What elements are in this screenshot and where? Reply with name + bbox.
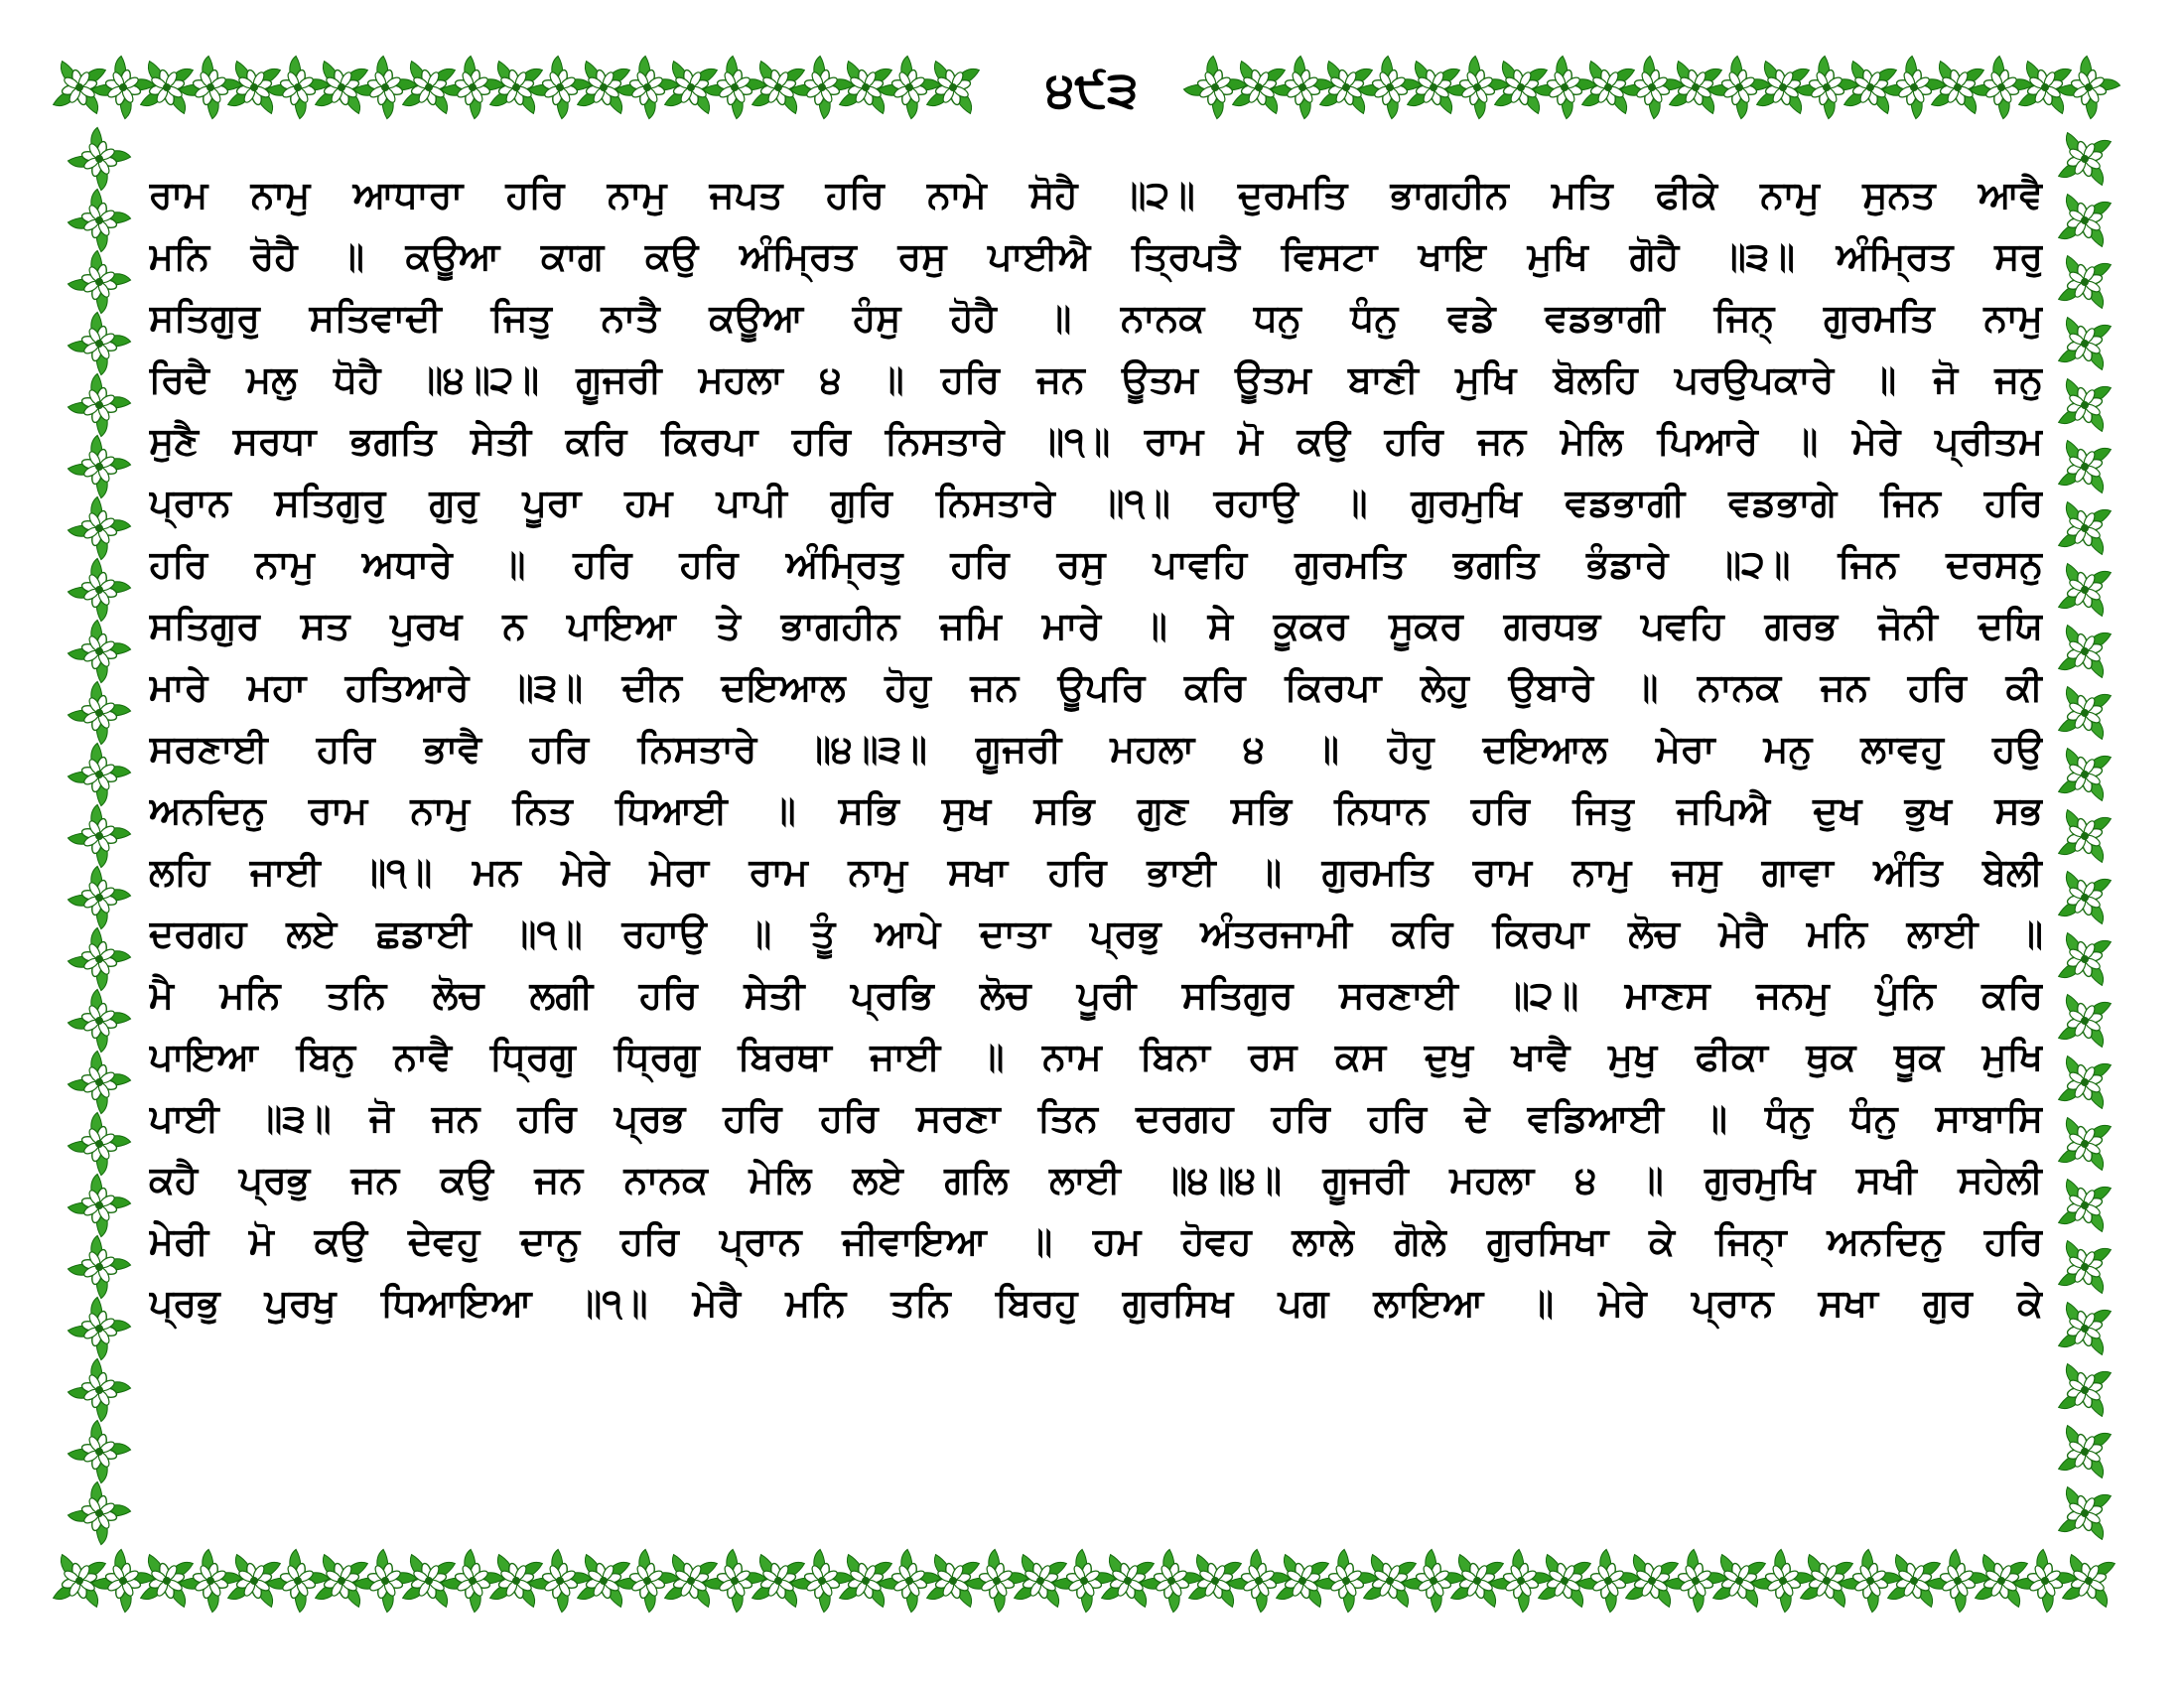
border-flower — [2048, 307, 2120, 379]
border-flower — [698, 51, 770, 123]
border-flower — [2008, 1544, 2081, 1617]
text-line: ਮੇਰੀ ਮੋ ਕਉ ਦੇਵਹੁ ਦਾਨੁ ਹਰਿ ਪ੍ਰਾਨ ਜੀਵਾਇਆ ॥ ਹਮ ਹੋਵਹ ਲਾਲੇ ਗੋਲੇ ਗੁਰਸਿਖਾ ਕੇ ਜਿਨਾ੍ ਅਨਦਿਨੁ ਹਰਿ — [149, 1219, 2043, 1263]
border-flower — [63, 553, 135, 626]
text-line: ਸਤਿਗੁਰੁ ਸਤਿਵਾਦੀ ਜਿਤੁ ਨਾਤੈ ਕਊਆ ਹੰਸੁ ਹੋਹੈ ॥ ਨਾਨਕ ਧਨੁ ਧੰਨੁ ਵਡੇ ਵਡਭਾਗੀ ਜਿਨ੍ ਗੁਰਮਤਿ ਨਾਮੁ — [149, 296, 2043, 340]
border-flower — [785, 1544, 858, 1617]
border-flower — [698, 1544, 770, 1617]
text-line: ਰਾਮ ਨਾਮੁ ਆਧਾਰਾ ਹਰਿ ਨਾਮੁ ਜਪਤ ਹਰਿ ਨਾਮੇ ਸੋਹੈ ॥੨॥ ਦੁਰਮਤਿ ਭਾਗਹੀਨ ਮਤਿ ਫੀਕੇ ਨਾਮੁ ਸੁਨਤ ਆਵੈ — [149, 173, 2043, 216]
border-flower — [1353, 51, 1426, 123]
border-flower — [1659, 1544, 1731, 1617]
text-line: ਮਾਰੇ ਮਹਾ ਹਤਿਆਰੇ ॥੩॥ ਦੀਨ ਦਇਆਲ ਹੋਹੁ ਜਨ ਊਪਰਿ ਕਰਿ ਕਿਰਪਾ ਲੇਹੁ ਉਬਾਰੇ ॥ ਨਾਨਕ ਜਨ ਹਰਿ ਕੀ — [149, 665, 2043, 709]
border-flower — [63, 738, 135, 810]
border-flower — [2048, 615, 2120, 687]
border-flower — [63, 368, 135, 441]
border-flower — [63, 492, 135, 564]
border-flower — [1790, 51, 1862, 123]
border-flower — [63, 1477, 135, 1549]
border-flower — [261, 1544, 334, 1617]
border-flower — [1309, 1544, 1382, 1617]
border-flower — [63, 615, 135, 687]
border-flower — [785, 51, 858, 123]
border-flower — [1921, 1544, 1993, 1617]
text-line: ਪ੍ਰਾਨ ਸਤਿਗੁਰੁ ਗੁਰੁ ਪੂਰਾ ਹਮ ਪਾਪੀ ਗੁਰਿ ਨਿਸਤਾਰੇ ॥੧॥ ਰਹਾਉ ॥ ਗੁਰਮੁਖਿ ਵਡਭਾਗੀ ਵਡਭਾਗੇ ਜਿਨ ਹਰਿ — [149, 481, 2043, 524]
border-flower — [2048, 799, 2120, 872]
border-flower — [2048, 984, 2120, 1056]
border-flower — [2048, 1230, 2120, 1303]
border-flower — [63, 984, 135, 1056]
border-flower — [523, 1544, 596, 1617]
border-flower — [2048, 122, 2120, 195]
border-flower — [63, 861, 135, 933]
border-flower — [1877, 51, 1950, 123]
border-flower — [86, 1544, 159, 1617]
border-flower — [2052, 51, 2124, 123]
border-flower — [2048, 245, 2120, 318]
text-line: ਅਨਦਿਨੁ ਰਾਮ ਨਾਮੁ ਨਿਤ ਧਿਆਈ ॥ ਸਭਿ ਸੁਖ ਸਭਿ ਗੁਣ ਸਭਿ ਨਿਧਾਨ ਹਰਿ ਜਿਤੁ ਜਪਿਐ ਦੁਖ ਭੁਖ ਸਭ — [149, 788, 2043, 832]
border-flower — [1047, 1544, 1120, 1617]
border-flower — [2048, 368, 2120, 441]
border-flower — [63, 1415, 135, 1487]
border-flower — [873, 51, 945, 123]
border-flower — [63, 122, 135, 195]
text-line: ਸਤਿਗੁਰ ਸਤ ਪੁਰਖ ਨ ਪਾਇਆ ਤੇ ਭਾਗਹੀਨ ਜਮਿ ਮਾਰੇ ॥ ਸੇ ਕੂਕਰ ਸੂਕਰ ਗਰਧਭ ਪਵਹਿ ਗਰਭ ਜੋਨੀ ਦਯਿ — [149, 604, 2043, 647]
border-flower — [261, 51, 334, 123]
border-flower — [63, 430, 135, 502]
border-flower — [63, 922, 135, 995]
border-flower — [63, 1292, 135, 1364]
border-flower — [2048, 492, 2120, 564]
border-flower — [63, 1107, 135, 1180]
border-flower — [2048, 553, 2120, 626]
border-flower — [1222, 1544, 1295, 1617]
text-line: ਸੁਣੈ ਸਰਧਾ ਭਗਤਿ ਸੇਤੀ ਕਰਿ ਕਿਰਪਾ ਹਰਿ ਨਿਸਤਾਰੇ ॥੧॥ ਰਾਮ ਮੋ ਕਉ ਹਰਿ ਜਨ ਮੇਲਿ ਪਿਆਰੇ ॥ ਮੇਰੇ ਪ੍ਰੀਤਮ — [149, 419, 2043, 463]
border-flower — [63, 799, 135, 872]
border-flower — [63, 184, 135, 256]
text-line: ਪਾਈ ॥੩॥ ਜੋ ਜਨ ਹਰਿ ਪ੍ਰਭ ਹਰਿ ਹਰਿ ਸਰਣਾ ਤਿਨ ਦਰਗਹ ਹਰਿ ਹਰਿ ਦੇ ਵਡਿਆਈ ॥ ਧੰਨੁ ਧੰਨੁ ਸਾਬਾਸਿ — [149, 1096, 2043, 1140]
page-number: ੪੯੩ — [1045, 61, 1139, 118]
border-flower — [960, 1544, 1032, 1617]
text-line: ਮੈ ਮਨਿ ਤਨਿ ਲੋਚ ਲਗੀ ਹਰਿ ਸੇਤੀ ਪ੍ਰਭਿ ਲੋਚ ਪੂਰੀ ਸਤਿਗੁਰ ਸਰਣਾਈ ॥੨॥ ਮਾਣਸ ਜਨਮੁ ਪੁੰਨਿ ਕਰਿ — [149, 973, 2043, 1017]
border-flower — [1703, 51, 1775, 123]
border-flower — [2048, 922, 2120, 995]
border-flower — [63, 1169, 135, 1241]
border-flower — [348, 51, 421, 123]
border-flower — [1615, 51, 1688, 123]
text-line: ਲਹਿ ਜਾਈ ॥੧॥ ਮਨ ਮੇਰੇ ਮੇਰਾ ਰਾਮ ਨਾਮੁ ਸਖਾ ਹਰਿ ਭਾਈ ॥ ਗੁਰਮਤਿ ਰਾਮ ਨਾਮੁ ਜਸੁ ਗਾਵਾ ਅੰਤਿ ਬੇਲੀ — [149, 850, 2043, 894]
border-flower — [1965, 51, 2037, 123]
border-flower — [1746, 1544, 1819, 1617]
border-flower — [86, 51, 159, 123]
border-flower — [2048, 1169, 2120, 1241]
border-flower — [1528, 51, 1600, 123]
border-flower — [1484, 1544, 1557, 1617]
border-flower — [63, 676, 135, 749]
border-flower — [873, 1544, 945, 1617]
border-flower — [2048, 676, 2120, 749]
text-line: ਕਹੈ ਪ੍ਰਭੁ ਜਨ ਕਉ ਜਨ ਨਾਨਕ ਮੇਲਿ ਲਏ ਗਲਿ ਲਾਈ ॥੪॥੪॥ ਗੂਜਰੀ ਮਹਲਾ ੪ ॥ ਗੁਰਮੁਖਿ ਸਖੀ ਸਹੇਲੀ — [149, 1158, 2043, 1201]
text-line: ਰਿਦੈ ਮਲੁ ਧੋਹੈ ॥੪॥੨॥ ਗੂਜਰੀ ਮਹਲਾ ੪ ॥ ਹਰਿ ਜਨ ਊਤਮ ਊਤਮ ਬਾਣੀ ਮੁਖਿ ਬੋਲਹਿ ਪਰਉਪਕਾਰੇ ॥ ਜੋ ਜਨੁ — [149, 357, 2043, 401]
border-flower — [523, 51, 596, 123]
border-flower — [2048, 1415, 2120, 1487]
border-flower — [2048, 430, 2120, 502]
border-flower — [2048, 1292, 2120, 1364]
text-line: ਪ੍ਰਭੁ ਪੁਰਖੁ ਧਿਆਇਆ ॥੧॥ ਮੇਰੈ ਮਨਿ ਤਨਿ ਬਿਰਹੁ ਗੁਰਸਿਖ ਪਗ ਲਾਇਆ ॥ ਮੇਰੇ ਪ੍ਰਾਨ ਸਖਾ ਗੁਰ ਕੇ — [149, 1281, 2043, 1325]
border-flower — [174, 1544, 246, 1617]
text-line: ਪਾਇਆ ਬਿਨੁ ਨਾਵੈ ਧ੍ਰਿਗੁ ਧ੍ਰਿਗੁ ਬਿਰਥਾ ਜਾਈ ॥ ਨਾਮ ਬਿਨਾ ਰਸ ਕਸ ਦੁਖੁ ਖਾਵੈ ਮੁਖੁ ਫੀਕਾ ਥੁਕ ਥੂਕ ਮੁਖਿ — [149, 1035, 2043, 1078]
border-flower — [436, 1544, 508, 1617]
border-flower — [2048, 738, 2120, 810]
border-flower — [1440, 51, 1513, 123]
border-flower — [174, 51, 246, 123]
border-flower — [2048, 861, 2120, 933]
border-flower — [611, 51, 683, 123]
border-flower — [2048, 1107, 2120, 1180]
border-flower — [2048, 1477, 2120, 1549]
border-flower — [63, 245, 135, 318]
border-flower — [63, 1230, 135, 1303]
text-line: ਮਨਿ ਰੋਹੈ ॥ ਕਊਆ ਕਾਗ ਕਉ ਅੰਮ੍ਰਿਤ ਰਸੁ ਪਾਈਐ ਤ੍ਰਿਪਤੈ ਵਿਸਟਾ ਖਾਇ ਮੁਖਿ ਗੋਹੈ ॥੩॥ ਅੰਮ੍ਰਿਤ ਸਰੁ — [149, 234, 2043, 278]
border-flower — [63, 1046, 135, 1118]
scripture-text — [149, 164, 2043, 1334]
border-flower — [2048, 184, 2120, 256]
border-flower — [1266, 51, 1338, 123]
border-flower — [1834, 1544, 1906, 1617]
border-flower — [1135, 1544, 1207, 1617]
border-flower — [63, 1353, 135, 1426]
border-flower — [348, 1544, 421, 1617]
border-flower — [1178, 51, 1251, 123]
text-line: ਦਰਗਹ ਲਏ ਛਡਾਈ ॥੧॥ ਰਹਾਉ ॥ ਤੂੰ ਆਪੇ ਦਾਤਾ ਪ੍ਰਭੁ ਅੰਤਰਜਾਮੀ ਕਰਿ ਕਿਰਪਾ ਲੋਚ ਮੇਰੈ ਮਨਿ ਲਾਈ ॥ — [149, 912, 2043, 955]
border-flower — [2048, 1046, 2120, 1118]
border-flower — [611, 1544, 683, 1617]
text-line: ਸਰਣਾਈ ਹਰਿ ਭਾਵੈ ਹਰਿ ਨਿਸਤਾਰੇ ॥੪॥੩॥ ਗੂਜਰੀ ਮਹਲਾ ੪ ॥ ਹੋਹੁ ਦਇਆਲ ਮੇਰਾ ਮਨੁ ਲਾਵਹੁ ਹਉ — [149, 727, 2043, 771]
border-flower — [63, 307, 135, 379]
text-line: ਹਰਿ ਨਾਮੁ ਅਧਾਰੇ ॥ ਹਰਿ ਹਰਿ ਅੰਮ੍ਰਿਤੁ ਹਰਿ ਰਸੁ ਪਾਵਹਿ ਗੁਰਮਤਿ ਭਗਤਿ ਭੰਡਾਰੇ ॥੨॥ ਜਿਨ ਦਰਸਨੁ — [149, 542, 2043, 586]
border-flower — [2048, 1353, 2120, 1426]
border-flower — [436, 51, 508, 123]
border-flower — [1397, 1544, 1469, 1617]
border-flower — [1571, 1544, 1644, 1617]
